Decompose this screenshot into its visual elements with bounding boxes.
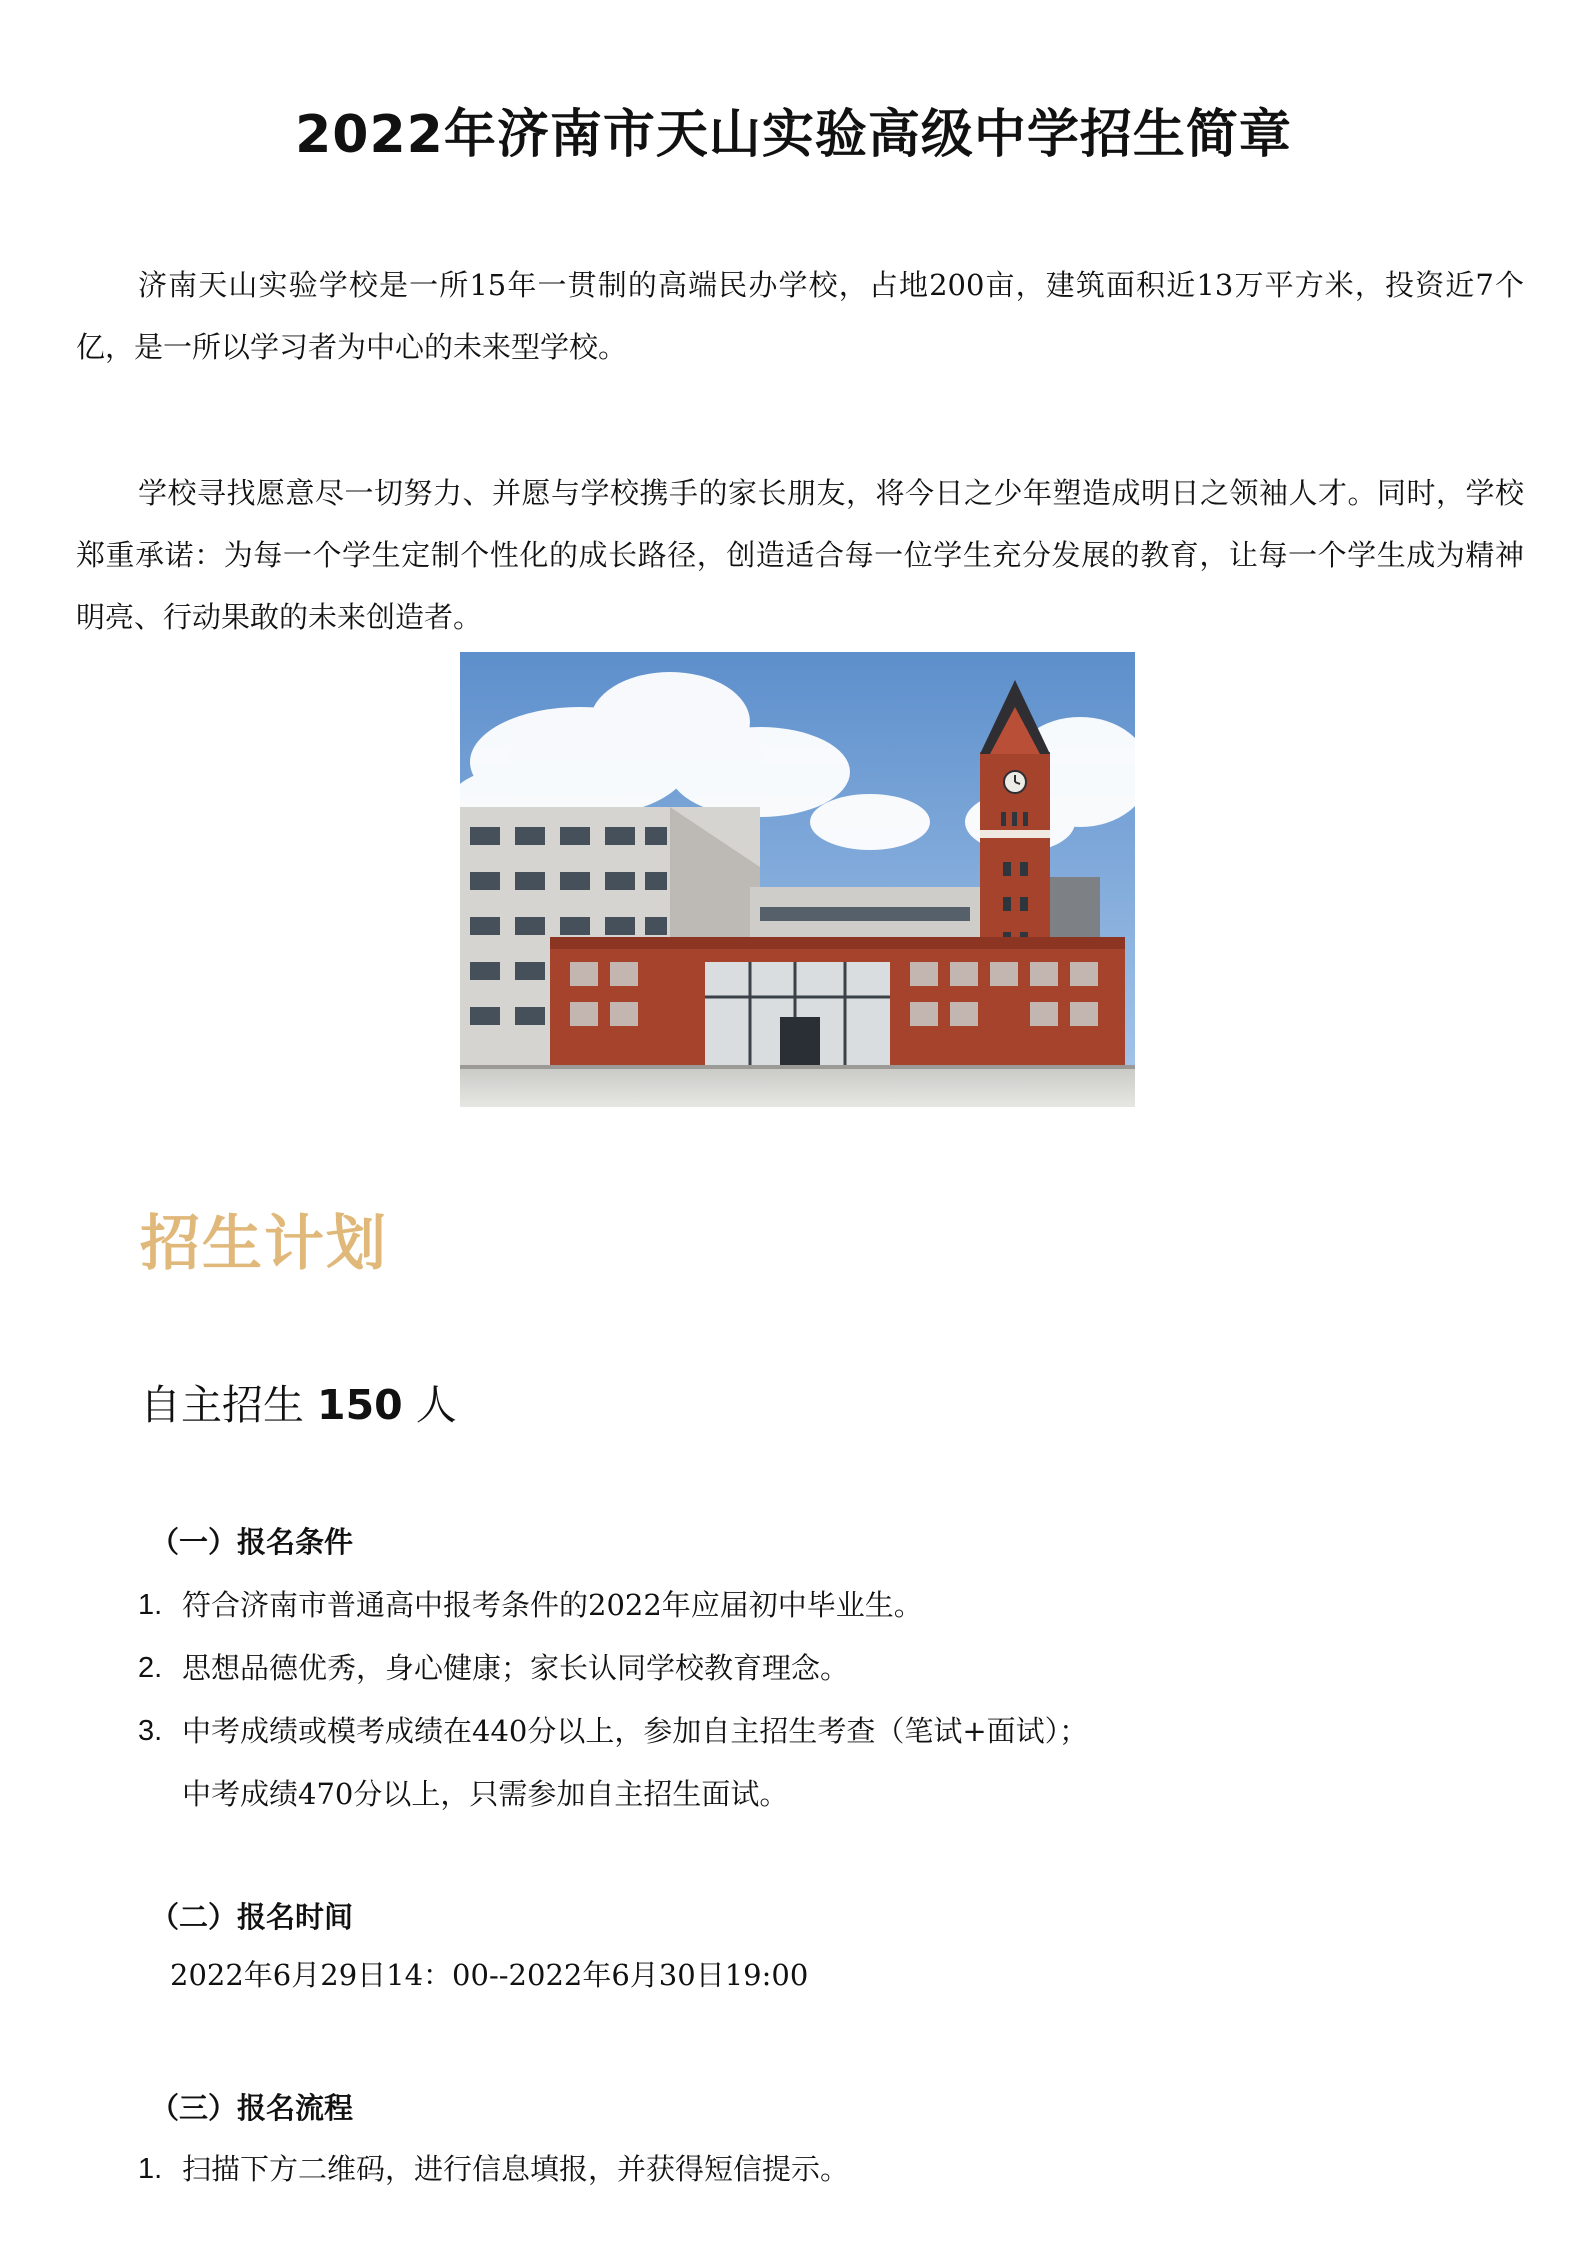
list-item-text: 中考成绩或模考成绩在440分以上，参加自主招生考查（笔试+面试）； xyxy=(182,1714,1089,1748)
conditions-list xyxy=(138,1574,1438,1826)
list-item xyxy=(138,1700,1438,1826)
list-item-number: 1. xyxy=(138,1589,163,1621)
list-item xyxy=(138,1574,1438,1637)
school-building-photo xyxy=(460,652,1135,1107)
list-item-number: 2. xyxy=(138,1652,163,1684)
list-item xyxy=(138,1637,1438,1700)
quota-prefix: 自主招生 xyxy=(140,1381,304,1429)
list-item-number: 1. xyxy=(138,2153,163,2185)
intro-paragraph-2: 学校寻找愿意尽一切努力、并愿与学校携手的家长朋友，将今日之少年塑造成明日之领袖人才。同时，学校郑重承诺：为每一个学生定制个性化的成长路径，创造适合每一位学生充分发展的教育，让每一个学生成为精神明亮、行动果敢的未来创造者。 xyxy=(76,476,1524,634)
quota-number: 150 xyxy=(317,1381,403,1429)
list-item-number: 3. xyxy=(138,1715,163,1747)
registration-time: 2022年6月29日14：00--2022年6月30日19:00 xyxy=(170,1958,809,1992)
section-heading-enrollment-plan: 招生计划 xyxy=(140,1209,388,1279)
list-item-text: 扫描下方二维码，进行信息填报，并获得短信提示。 xyxy=(182,2152,850,2186)
list-item-text-continued: 中考成绩470分以上，只需参加自主招生面试。 xyxy=(182,1777,789,1811)
time-heading: （二）报名时间 xyxy=(150,1900,354,1934)
list-item xyxy=(138,2138,1438,2201)
list-item-text: 思想品德优秀，身心健康；家长认同学校教育理念。 xyxy=(182,1651,850,1685)
quota-suffix: 人 xyxy=(415,1381,457,1429)
conditions-heading: （一）报名条件 xyxy=(150,1525,354,1559)
intro-paragraph-1: 济南天山实验学校是一所15年一贯制的高端民办学校，占地200亩，建筑面积近13万平方米，投资近7个亿，是一所以学习者为中心的未来型学校。 xyxy=(76,268,1524,364)
list-item-text: 符合济南市普通高中报考条件的2022年应届初中毕业生。 xyxy=(182,1588,923,1622)
process-heading: （三）报名流程 xyxy=(150,2091,354,2125)
enrollment-quota xyxy=(140,1372,457,1431)
document-title: 2022年济南市天山实验高级中学招生简章 xyxy=(295,105,1292,165)
process-list xyxy=(138,2138,1438,2201)
